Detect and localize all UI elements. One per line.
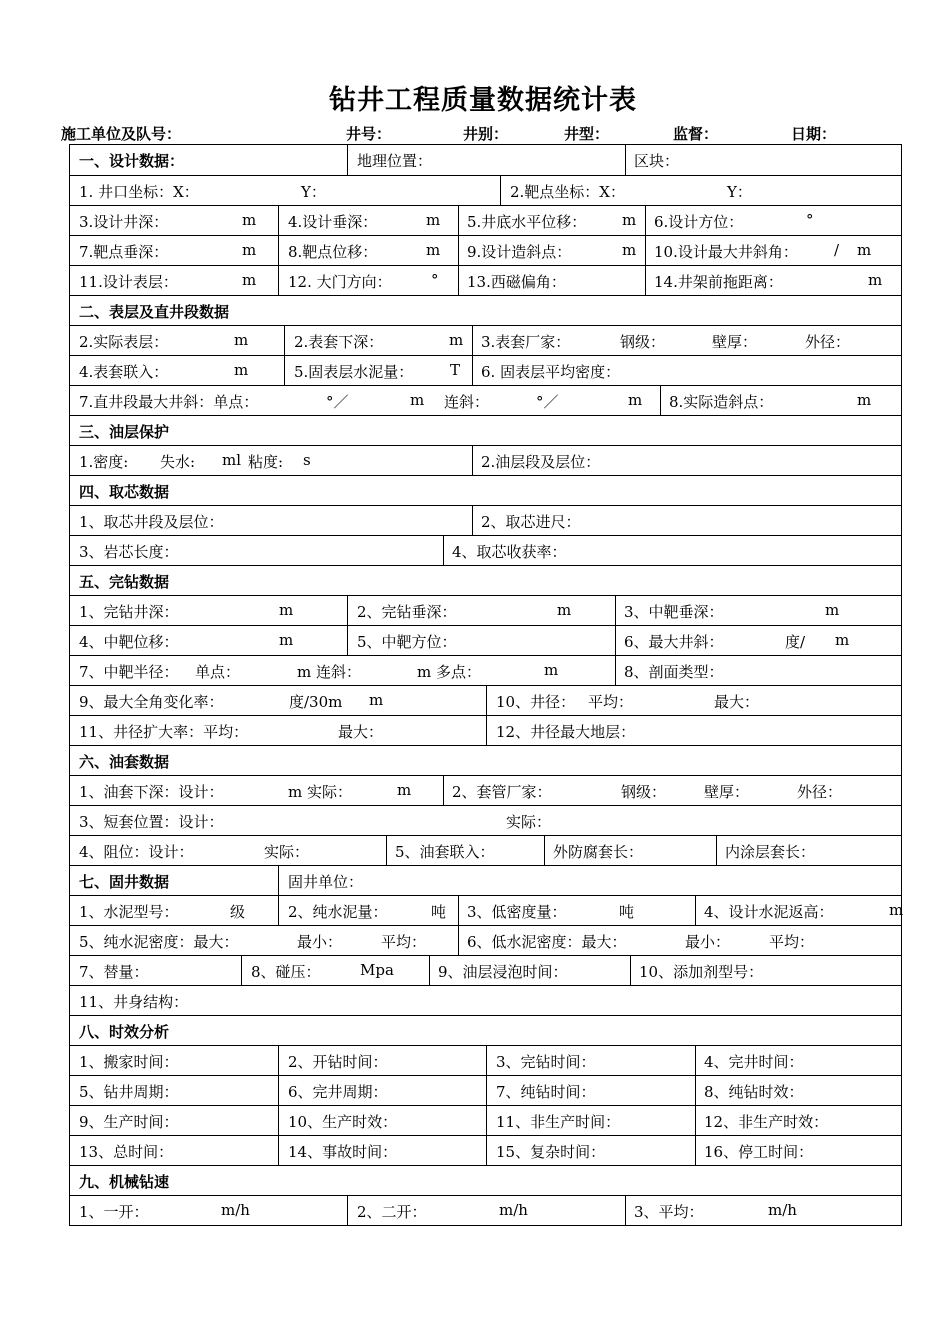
field-label: 8、剖面类型：: [624, 663, 724, 681]
field-label: 4、中靶位移：: [79, 633, 179, 651]
unit-label: m: [426, 241, 441, 259]
table-row: [70, 235, 901, 265]
table-row: [70, 265, 901, 295]
table-row: [70, 865, 901, 895]
field-label: 5、纯水泥密度：最大：: [79, 933, 239, 951]
table-row: [70, 175, 901, 205]
unit-label: m/h: [221, 1201, 250, 1219]
unit-label: m: [622, 211, 637, 229]
table-row: [70, 595, 901, 625]
field-label: 1.密度:: [79, 453, 129, 471]
field-label: 7、替量：: [79, 963, 149, 981]
field-label: 2.实际表层：: [79, 333, 169, 351]
table-row: [70, 295, 901, 325]
section-title: 八、时效分析: [79, 1023, 170, 1041]
field-label: 最大：: [338, 723, 384, 741]
unit-label: Mpa: [360, 961, 394, 979]
field-label: 8、碰压：: [251, 963, 321, 981]
field-label: 13.西磁偏角：: [467, 273, 566, 291]
field-label: 1、搬家时间：: [79, 1053, 179, 1071]
field-label: 1、油套下深：设计：: [79, 783, 224, 801]
field-label: 7、纯钻时间：: [496, 1083, 596, 1101]
field-label: 固井单位：: [288, 873, 364, 891]
field-label: 外防腐套长：: [553, 843, 644, 861]
section-title: 五、完钻数据: [79, 573, 170, 591]
unit-label: 级: [230, 903, 246, 921]
field-label: 粘度:: [248, 453, 284, 471]
field-label: 平均：: [381, 933, 427, 951]
field-label: 实际：: [264, 843, 310, 861]
field-label: 6. 固表层平均密度：: [481, 363, 621, 381]
section-title: 四、取芯数据: [79, 483, 170, 501]
field-label: Y：: [727, 183, 752, 201]
table-row: [70, 655, 901, 685]
field-label: 14.井架前拖距离：: [654, 273, 783, 291]
unit-label: m: [397, 781, 412, 799]
unit-label: m 多点：: [417, 663, 481, 681]
field-label: 5.固表层水泥量：: [294, 363, 414, 381]
field-label: 4.表套联入：: [79, 363, 169, 381]
field-label: Y：: [301, 183, 326, 201]
field-label: 12、非生产时效：: [704, 1113, 829, 1131]
unit-label: m: [835, 631, 850, 649]
field-label: 9.设计造斜点：: [467, 243, 572, 261]
unit-label: m: [242, 211, 257, 229]
field-label: 4、阻位：设计：: [79, 843, 194, 861]
field-label: 8.靶点位移：: [288, 243, 378, 261]
well-no-label: 井号：: [346, 125, 392, 143]
table-row: [70, 985, 901, 1015]
table-row: [70, 745, 901, 775]
field-label: 11、非生产时间：: [496, 1113, 621, 1131]
unit-label: m/h: [768, 1201, 797, 1219]
table-row: [70, 355, 901, 385]
field-label: 平均：: [588, 693, 634, 711]
unit-label: m: [857, 391, 872, 409]
table-row: [70, 775, 901, 805]
unit-label: m: [279, 601, 294, 619]
field-label: 3、岩芯长度：: [79, 543, 179, 561]
table-row: [70, 1135, 901, 1165]
field-label: 钢级：: [620, 333, 666, 351]
table-row: [70, 895, 904, 925]
unit-label: 施工单位及队号：: [61, 125, 182, 143]
unit-label: 度/30m: [289, 693, 343, 711]
table-row: [70, 955, 901, 985]
section-title: 六、油套数据: [79, 753, 170, 771]
unit-label: m: [557, 601, 572, 619]
section-title: 九、机械钻速: [79, 1173, 170, 1191]
unit-label: T: [450, 361, 461, 379]
field-label: 11、井身结构：: [79, 993, 189, 1011]
header-fields: [0, 121, 950, 145]
field-label: 3、低密度量：: [467, 903, 567, 921]
table-row: [70, 1015, 901, 1045]
table-row: [70, 145, 901, 175]
unit-label: 吨: [431, 903, 447, 921]
section-title: 一、设计数据：: [79, 152, 185, 170]
field-label: 15、复杂时间：: [496, 1143, 606, 1161]
unit-label: s: [303, 451, 311, 469]
field-label: 1. 井口坐标：X：: [79, 183, 199, 201]
field-label: 4、完井时间：: [704, 1053, 804, 1071]
field-label: 9、油层浸泡时间：: [438, 963, 568, 981]
unit-label: 吨: [619, 903, 635, 921]
field-label: 10、添加剂型号：: [639, 963, 764, 981]
field-label: 最大：: [714, 693, 760, 711]
field-label: 8、纯钻时效：: [704, 1083, 804, 1101]
field-label: 6、完井周期：: [288, 1083, 388, 1101]
field-label: 1、水泥型号：: [79, 903, 179, 921]
field-label: 13、总时间：: [79, 1143, 174, 1161]
unit-label: m: [889, 901, 904, 919]
section-title: 三、油层保护: [79, 423, 170, 441]
page-title: 钻井工程质量数据统计表: [329, 85, 637, 116]
well-class-label: 井别：: [463, 125, 509, 143]
field-label: 壁厚：: [712, 333, 758, 351]
table-row: [70, 925, 901, 955]
field-label: 5、油套联入：: [395, 843, 495, 861]
field-label: 区块：: [634, 152, 680, 170]
field-label: 3、完钻时间：: [496, 1053, 596, 1071]
table-row: [70, 415, 901, 445]
table-row: [70, 685, 901, 715]
unit-label: m: [410, 391, 425, 409]
table-row: [70, 1165, 901, 1195]
field-label: 2、二开：: [357, 1203, 427, 1221]
field-label: 6、低水泥密度：最大：: [467, 933, 627, 951]
unit-label: m: [825, 601, 840, 619]
field-label: 3、中靶垂深：: [624, 603, 724, 621]
field-label: 5、钻井周期：: [79, 1083, 179, 1101]
unit-label: °／: [326, 393, 349, 411]
supervisor-label: 监督：: [673, 125, 719, 143]
unit-label: m: [369, 691, 384, 709]
field-label: 内涂层套长：: [725, 843, 816, 861]
field-label: 平均：: [769, 933, 815, 951]
unit-label: m 连斜：: [297, 663, 361, 681]
table-row: [70, 385, 901, 415]
quality-table: [69, 144, 902, 1226]
field-label: 钢级：: [621, 783, 667, 801]
field-label: 1、完钻井深：: [79, 603, 179, 621]
table-row: [70, 205, 901, 235]
table-row: [70, 505, 901, 535]
table-row: [70, 835, 901, 865]
unit-label: m: [544, 661, 559, 679]
field-label: 1、一开：: [79, 1203, 149, 1221]
table-row: [70, 625, 901, 655]
unit-label: /: [834, 241, 840, 259]
field-label: 地理位置：: [357, 152, 433, 170]
table-row: [70, 1075, 901, 1105]
table-row: [70, 325, 901, 355]
field-label: 2、纯水泥量：: [288, 903, 388, 921]
field-label: 壁厚：: [704, 783, 750, 801]
field-label: 5.井底水平位移：: [467, 213, 587, 231]
field-label: 14、事故时间：: [288, 1143, 398, 1161]
unit-label: m: [242, 271, 257, 289]
field-label: 2、取芯进尺：: [481, 513, 581, 531]
field-label: 9、最大全角变化率：: [79, 693, 224, 711]
field-label: 5、中靶方位：: [357, 633, 457, 651]
field-label: 连斜：: [444, 393, 490, 411]
field-label: 3.设计井深：: [79, 213, 169, 231]
unit-label: m: [449, 331, 464, 349]
field-label: 10.设计最大井斜角：: [654, 243, 798, 261]
table-row: [70, 715, 901, 745]
field-label: 外径：: [805, 333, 851, 351]
field-label: 7.靶点垂深：: [79, 243, 169, 261]
unit-label: m: [242, 241, 257, 259]
unit-label: m: [868, 271, 883, 289]
field-label: 16、停工时间：: [704, 1143, 814, 1161]
field-label: 1、取芯井段及层位：: [79, 513, 224, 531]
field-label: 11.设计表层：: [79, 273, 178, 291]
field-label: 最小：: [685, 933, 731, 951]
table-row: [70, 1105, 901, 1135]
unit-label: m 实际：: [288, 783, 352, 801]
field-label: 4、取芯收获率：: [452, 543, 567, 561]
field-label: 7.直井段最大井斜：单点：: [79, 393, 259, 411]
date-label: 日期：: [791, 125, 837, 143]
field-label: 10、井径：: [496, 693, 576, 711]
field-label: 单点：: [195, 663, 241, 681]
well-type-label: 井型：: [564, 125, 610, 143]
unit-label: °: [806, 211, 814, 229]
table-row: [70, 565, 901, 595]
unit-label: °／: [536, 393, 559, 411]
field-label: 3、短套位置：设计：: [79, 813, 224, 831]
field-label: 12. 大门方向：: [288, 273, 392, 291]
field-label: 8.实际造斜点：: [669, 393, 774, 411]
section-title: 七、固井数据: [79, 873, 170, 891]
unit-label: m: [426, 211, 441, 229]
field-label: 7、中靶半径：: [79, 663, 179, 681]
unit-label: m: [628, 391, 643, 409]
unit-label: m: [234, 361, 249, 379]
unit-label: m: [622, 241, 637, 259]
field-label: 2、开钻时间：: [288, 1053, 388, 1071]
field-label: 实际：: [506, 813, 552, 831]
field-label: 6.设计方位：: [654, 213, 744, 231]
unit-label: m: [279, 631, 294, 649]
field-label: 4.设计垂深：: [288, 213, 378, 231]
field-label: 4、设计水泥返高：: [704, 903, 834, 921]
unit-label: °: [431, 271, 439, 289]
field-label: 10、生产时效：: [288, 1113, 398, 1131]
table-row: [70, 1045, 901, 1075]
field-label: 9、生产时间：: [79, 1113, 179, 1131]
field-label: 11、井径扩大率：平均：: [79, 723, 249, 741]
table-row: [70, 805, 901, 835]
unit-label: m: [857, 241, 872, 259]
unit-label: ml: [222, 451, 242, 469]
field-label: 2、完钻垂深：: [357, 603, 457, 621]
field-label: 2、套管厂家：: [452, 783, 552, 801]
section-title: 二、表层及直井段数据: [79, 303, 230, 321]
field-label: 3、平均：: [634, 1203, 704, 1221]
unit-label: 度/: [785, 633, 806, 651]
table-row: [70, 445, 901, 475]
field-label: 2.油层段及层位：: [481, 453, 601, 471]
field-label: 失水:: [160, 453, 196, 471]
field-label: 最小：: [297, 933, 343, 951]
table-row: [70, 535, 901, 565]
field-label: 2.靶点坐标：X：: [510, 183, 625, 201]
field-label: 6、最大井斜：: [624, 633, 724, 651]
field-label: 12、井径最大地层：: [496, 723, 636, 741]
table-row: [70, 1195, 901, 1225]
field-label: 3.表套厂家：: [481, 333, 571, 351]
table-row: [70, 475, 901, 505]
field-label: 外径：: [797, 783, 843, 801]
field-label: 2.表套下深：: [294, 333, 384, 351]
unit-label: m/h: [499, 1201, 528, 1219]
unit-label: m: [234, 331, 249, 349]
